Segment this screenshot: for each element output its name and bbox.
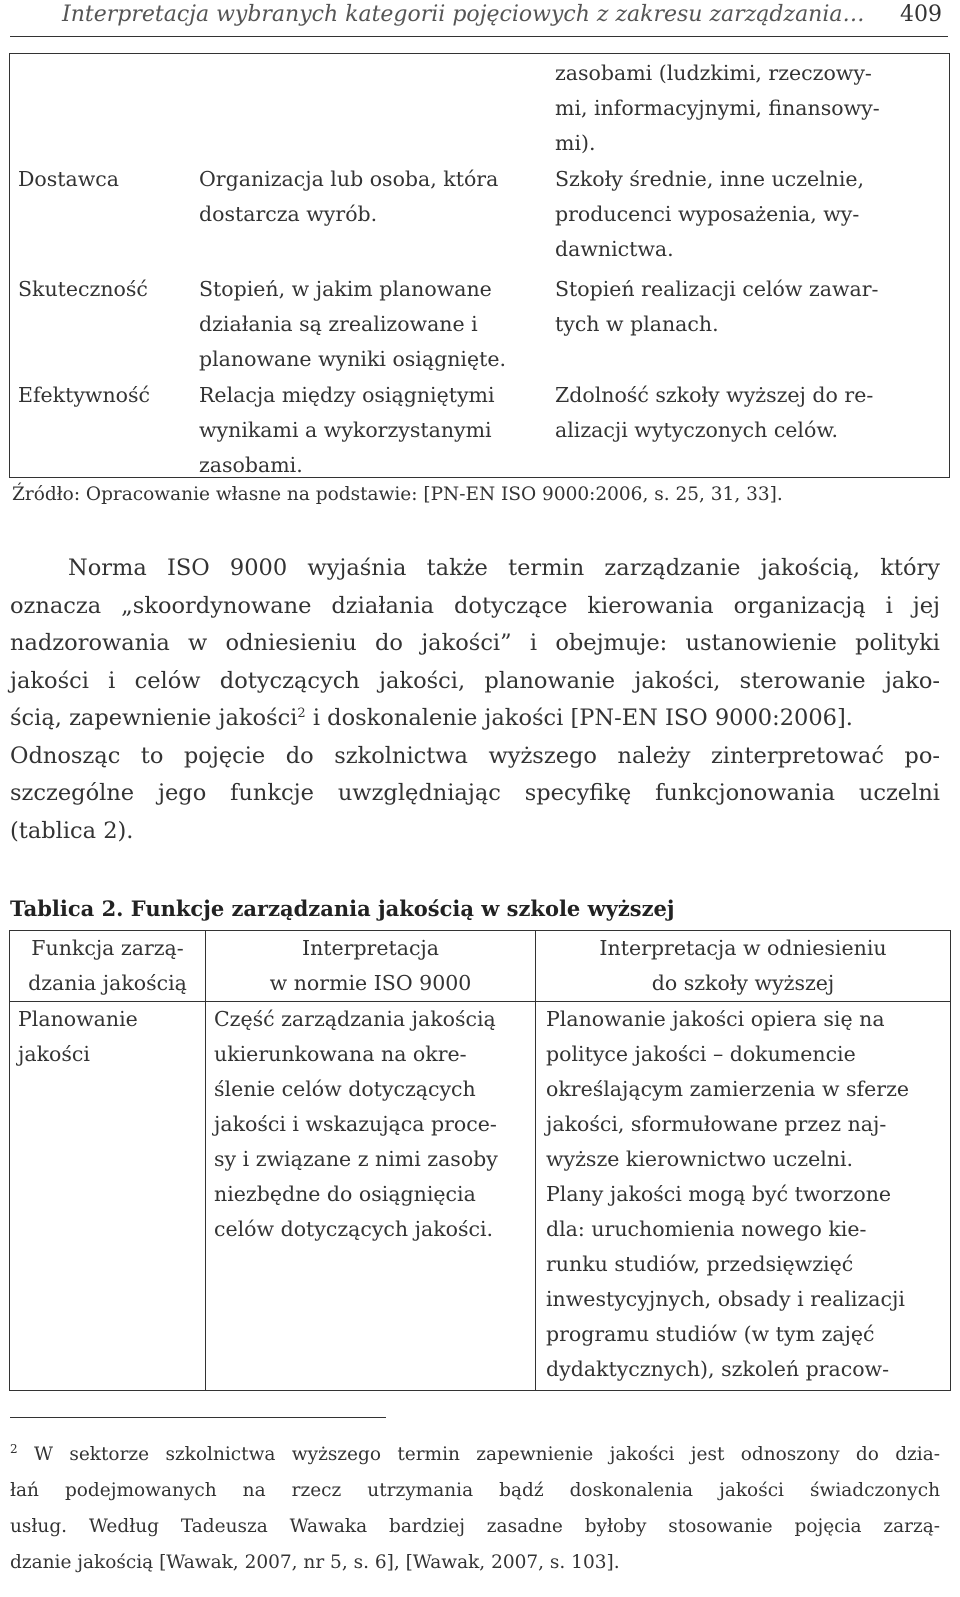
footnote-number: 2 bbox=[10, 1442, 18, 1456]
page-header bbox=[10, 0, 948, 37]
footnote-reference[interactable]: 2 bbox=[297, 706, 306, 721]
column-header-function: Funkcja zarzą- dzania jakością bbox=[10, 931, 206, 1002]
table-header-row bbox=[10, 931, 951, 1002]
definitions-table bbox=[9, 53, 950, 478]
footnote bbox=[10, 1437, 940, 1581]
column-header-iso: Interpretacja w normie ISO 9000 bbox=[206, 931, 536, 1002]
paragraph-line: szczególne jego funkcje uwzględniając specyfikę funkcjonowania uczelni bbox=[10, 780, 940, 806]
definition-skutecznosc: Stopień, w jakim planowane działania są zrealizowane i planowane wyniki osiągnięte. bbox=[199, 277, 506, 371]
interpretation-efektywnosc: Zdolność szkoły wyższej do re- alizacji wytyczonych celów. bbox=[555, 383, 874, 442]
paragraph-line: nadzorowania w odniesieniu do jakości” i obejmuje: ustanowienie polityki bbox=[10, 630, 940, 656]
page-number: 409 bbox=[900, 2, 942, 27]
paragraph-line: ścią, zapewnienie jakości$^2$ i doskonalenie jakości [PN-EN ISO 9000:2006]. bbox=[10, 705, 853, 731]
footnote-line: dzanie jakością [Wawak, 2007, nr 5, s. 6], [Wawak, 2007, s. 103]. bbox=[10, 1552, 620, 1573]
footnote-line: $^2$ W sektorze szkolnictwa wyższego termin zapewnienie jakości jest odnoszony do dzia- bbox=[10, 1442, 940, 1465]
term-efektywnosc: Efektywność bbox=[18, 383, 151, 407]
table-cell-continuation: zasobami (ludzkimi, rzeczowy- mi, informacyjnymi, finansowy- mi). bbox=[555, 61, 880, 155]
quality-functions-table bbox=[9, 930, 951, 1391]
table-row bbox=[10, 1002, 951, 1391]
footnote-line: łań podejmowanych na rzecz utrzymania bądź doskonalenia jakości świadczonych bbox=[10, 1480, 940, 1501]
interpretation-skutecznosc: Stopień realizacji celów zawar- tych w planach. bbox=[555, 277, 879, 336]
paragraph-line: oznacza „skoordynowane działania dotyczące kierowania organizacją i jej bbox=[10, 592, 940, 619]
table-source-note: Źródło: Opracowanie własne na podstawie: [PN-EN ISO 9000:2006, s. 25, 31, 33]. bbox=[12, 484, 783, 505]
footnote-line: usług. Według Tadeusza Wawaka bardziej zasadne byłoby stosowanie pojęcia zarzą- bbox=[10, 1516, 940, 1537]
footnote-separator bbox=[10, 1417, 386, 1418]
term-skutecznosc: Skuteczność bbox=[18, 277, 148, 301]
paragraph-line: Norma ISO 9000 wyjaśnia także termin zarządzanie jakością, który bbox=[68, 555, 940, 581]
definition-efektywnosc: Relacja między osiągniętymi wynikami a wykorzystanymi zasobami. bbox=[199, 383, 495, 477]
definition-dostawca: Organizacja lub osoba, która dostarcza wyrób. bbox=[199, 167, 499, 226]
paragraph-line: Odnosząc to pojęcie do szkolnictwa wyższego należy zinterpretować po- bbox=[10, 742, 940, 769]
column-header-school: Interpretacja w odniesieniu do szkoły wyższej bbox=[536, 931, 951, 1002]
term-dostawca: Dostawca bbox=[18, 167, 120, 191]
cell-school-interpretation: Planowanie jakości opiera się na polityce jakości – dokumencie określającym zamierzenia w sferze jakości, sformułowane przez naj- wyższe kierownictwo uczelni. Plany jakości mogą być tworzone dla: uruchomienia nowego kie- runku studiów, przedsięwzięć inwestycyjnych, obsady i realizacji programu studiów (w tym zajęć dydaktycznych), szkoleń pracow- bbox=[536, 1002, 951, 1391]
cell-function: Planowanie jakości bbox=[10, 1002, 206, 1391]
running-title: Interpretacja wybranych kategorii pojęciowych z zakresu zarządzania… bbox=[62, 2, 865, 27]
table-caption: Tablica 2. Funkcje zarządzania jakością w szkole wyższej bbox=[10, 896, 675, 921]
paragraph-line: jakości i celów dotyczących jakości, planowanie jakości, sterowanie jako- bbox=[10, 667, 940, 694]
cell-iso-interpretation: Część zarządzania jakością ukierunkowana na okre- ślenie celów dotyczących jakości i wskazująca proce- sy i związane z nimi zasoby niezbędne do osiągnięcia celów dotyczących jakości. bbox=[206, 1002, 536, 1391]
interpretation-dostawca: Szkoły średnie, inne uczelnie, producenci wyposażenia, wy- dawnictwa. bbox=[555, 167, 865, 261]
paragraph-line: (tablica 2). bbox=[10, 817, 134, 844]
body-paragraph bbox=[10, 550, 940, 850]
